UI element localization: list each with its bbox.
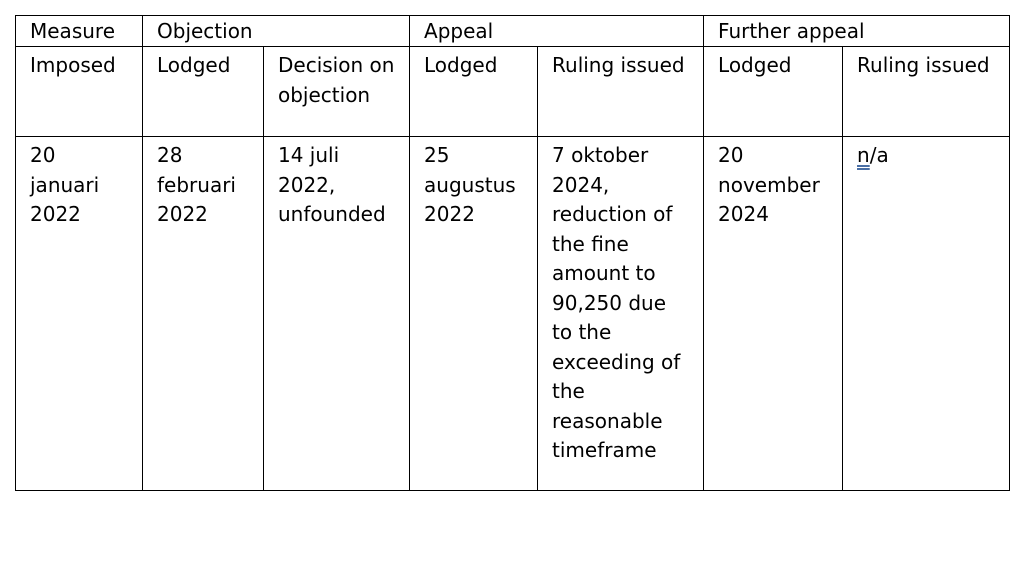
imposed-header: Imposed <box>16 47 143 137</box>
objection-lodged-date: 28 februari 2022 <box>143 137 264 491</box>
appeal-lodged-header: Lodged <box>410 47 538 137</box>
further-ruling-text: /a <box>869 143 889 167</box>
spellcheck-underlined-text: n <box>857 143 870 167</box>
appeal-header: Appeal <box>410 16 704 47</box>
further-ruling-header: Ruling issued <box>843 47 1010 137</box>
group-header-row <box>16 16 1010 47</box>
appeal-ruling-header: Ruling issued <box>538 47 704 137</box>
decision-on-objection-value: 14 juli 2022, unfounded <box>264 137 410 491</box>
measure-header: Measure <box>16 16 143 47</box>
appeal-lodged-date: 25 augustus 2022 <box>410 137 538 491</box>
further-ruling-value <box>843 137 1010 491</box>
procedure-timeline-table <box>15 15 1010 491</box>
appeal-ruling-value: 7 oktober 2024, reduction of the fine amount to 90,250 due to the exceeding of the reasonable timeframe <box>538 137 704 491</box>
objection-lodged-header: Lodged <box>143 47 264 137</box>
imposed-date: 20 januari 2022 <box>16 137 143 491</box>
further-lodged-header: Lodged <box>704 47 843 137</box>
further-appeal-header: Further appeal <box>704 16 1010 47</box>
decision-on-objection-header: Decision on objection <box>264 47 410 137</box>
values-row <box>16 137 1010 491</box>
objection-header: Objection <box>143 16 410 47</box>
further-lodged-date: 20 november 2024 <box>704 137 843 491</box>
sub-header-row <box>16 47 1010 137</box>
